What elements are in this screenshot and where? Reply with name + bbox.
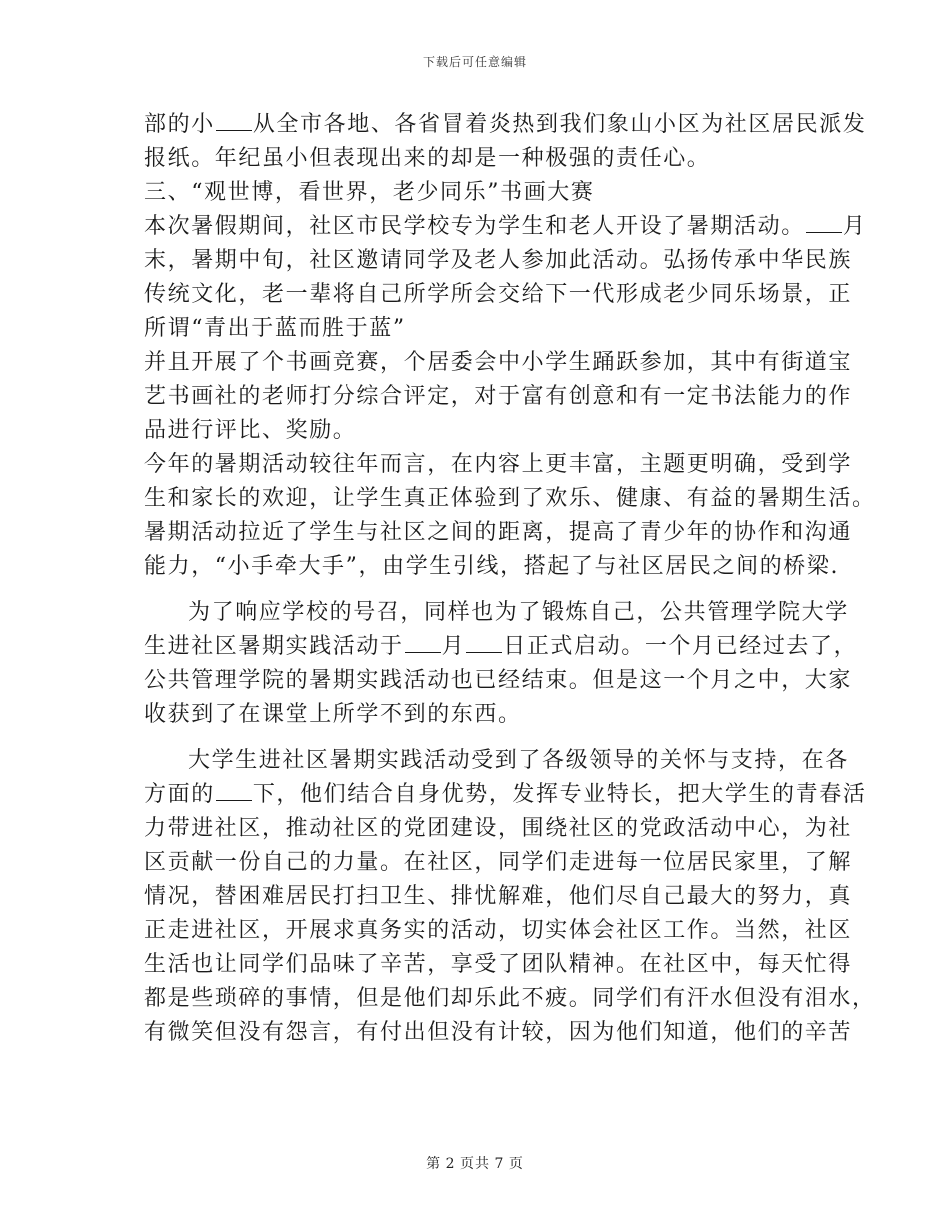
text-segment: 暑期活动拉近了学生与社区之间的距离，提高了青少年的协作和沟通 [144, 520, 853, 545]
fill-in-blank [466, 632, 502, 653]
text-segment: 方面的 [144, 782, 215, 807]
text-segment: 日正式启动。一个月已经过去了， [503, 634, 858, 659]
text-segment: 公共管理学院的暑期实践活动也已经结束。但是这一个月之中，大家 [144, 668, 853, 693]
text-segment: 正走进社区，开展求真务实的活动，切实体会社区工作。当然，社区 [144, 918, 853, 943]
text-line [144, 630, 858, 664]
text-line [144, 482, 876, 516]
text-line [144, 812, 853, 846]
text-segment: 本次暑假期间，社区市民学校专为学生和老人开设了暑期活动。 [144, 214, 805, 239]
text-line [144, 108, 867, 142]
fill-in-blank [405, 632, 441, 653]
text-segment: 生活也让同学们品味了辛苦，享受了团队精神。在社区中，每天忙得 [144, 952, 853, 977]
text-line [144, 312, 808, 346]
text-segment: 大学生进社区暑期实践活动受到了各级领导的关怀与支持，在各 [188, 748, 849, 773]
text-line [144, 698, 808, 732]
text-line [144, 1016, 853, 1050]
text-line [144, 516, 853, 550]
text-line [144, 846, 853, 880]
footer-total-pages: 7 [494, 1156, 505, 1172]
text-segment: 品进行评比、奖励。 [144, 418, 357, 443]
text-segment: 能力，“小手牵大手”，由学生引线，搭起了与社区居民之间的桥梁. [144, 554, 840, 579]
text-segment: 末，暑期中旬，社区邀请同学及老人参加此活动。弘扬传承中华民族 [144, 248, 853, 273]
page-header: 下载后可任意编辑 [422, 55, 527, 69]
text-line [144, 596, 849, 630]
text-segment: 部的小 [144, 112, 215, 137]
text-segment: 力带进社区，推动社区的党团建设，围绕社区的党政活动中心，为社 [144, 816, 853, 841]
text-line [144, 880, 853, 914]
fill-in-blank [806, 212, 842, 233]
text-line [144, 380, 853, 414]
text-line [144, 142, 808, 176]
text-segment: 报纸。年纪虽小但表现出来的却是一种极强的责任心。 [144, 146, 711, 171]
text-segment: 为了响应学校的号召，同样也为了锻炼自己，公共管理学院大学 [188, 600, 849, 625]
document-body [144, 108, 876, 1050]
footer-page-number: 2 [445, 1156, 456, 1172]
text-line [144, 948, 853, 982]
text-line [144, 176, 808, 210]
text-line [144, 244, 853, 278]
text-segment: 三、“观世博，看世界，老少同乐”书画大赛 [144, 180, 595, 205]
text-segment: 传统文化，老一辈将自己所学所会交给下一代形成老少同乐场景，正 [144, 282, 853, 307]
text-segment: 下，他们结合自身优势，发挥专业特长，把大学生的青春活 [252, 782, 867, 807]
text-line [144, 914, 853, 948]
footer-prefix: 第 [426, 1156, 442, 1172]
fill-in-blank [216, 780, 252, 801]
text-segment: 收获到了在课堂上所学不到的东西。 [144, 702, 522, 727]
text-segment: 从全市各地、各省冒着炎热到我们象山小区为社区居民派发 [252, 112, 867, 137]
text-line [144, 346, 853, 380]
footer-suffix: 页 [508, 1156, 524, 1172]
text-segment: 生进社区暑期实践活动于 [144, 634, 404, 659]
text-segment: 并且开展了个书画竞赛，个居委会中小学生踊跃参加，其中有街道宝 [144, 350, 853, 375]
text-line [144, 550, 840, 584]
text-line [144, 278, 853, 312]
text-line [144, 982, 876, 1016]
text-line [144, 664, 853, 698]
text-segment: 都是些琐碎的事情，但是他们却乐此不疲。同学们有汗水但没有泪水， [144, 986, 876, 1011]
text-segment: 所谓“青出于蓝而胜于蓝” [144, 316, 406, 341]
fill-in-blank [216, 110, 252, 131]
text-segment: 生和家长的欢迎，让学生真正体验到了欢乐、健康、有益的暑期生活。 [144, 486, 876, 511]
text-line [144, 778, 867, 812]
text-line [144, 210, 867, 244]
text-segment: 有微笑但没有怨言，有付出但没有计较，因为他们知道，他们的辛苦 [144, 1020, 853, 1045]
text-segment: 今年的暑期活动较往年而言，在内容上更丰富，主题更明确，受到学 [144, 452, 853, 477]
text-segment: 艺书画社的老师打分综合评定，对于富有创意和有一定书法能力的作 [144, 384, 853, 409]
text-line [144, 448, 853, 482]
text-line [144, 744, 849, 778]
footer-mid: 页共 [460, 1156, 490, 1172]
text-segment: 月 [441, 634, 466, 659]
text-segment: 情况，替困难居民打扫卫生、排忧解难，他们尽自己最大的努力，真 [144, 884, 853, 909]
text-line [144, 414, 808, 448]
text-segment: 月 [842, 214, 867, 239]
page-footer [0, 1153, 950, 1173]
text-segment: 区贡献一份自己的力量。在社区，同学们走进每一位居民家里，了解 [144, 850, 853, 875]
